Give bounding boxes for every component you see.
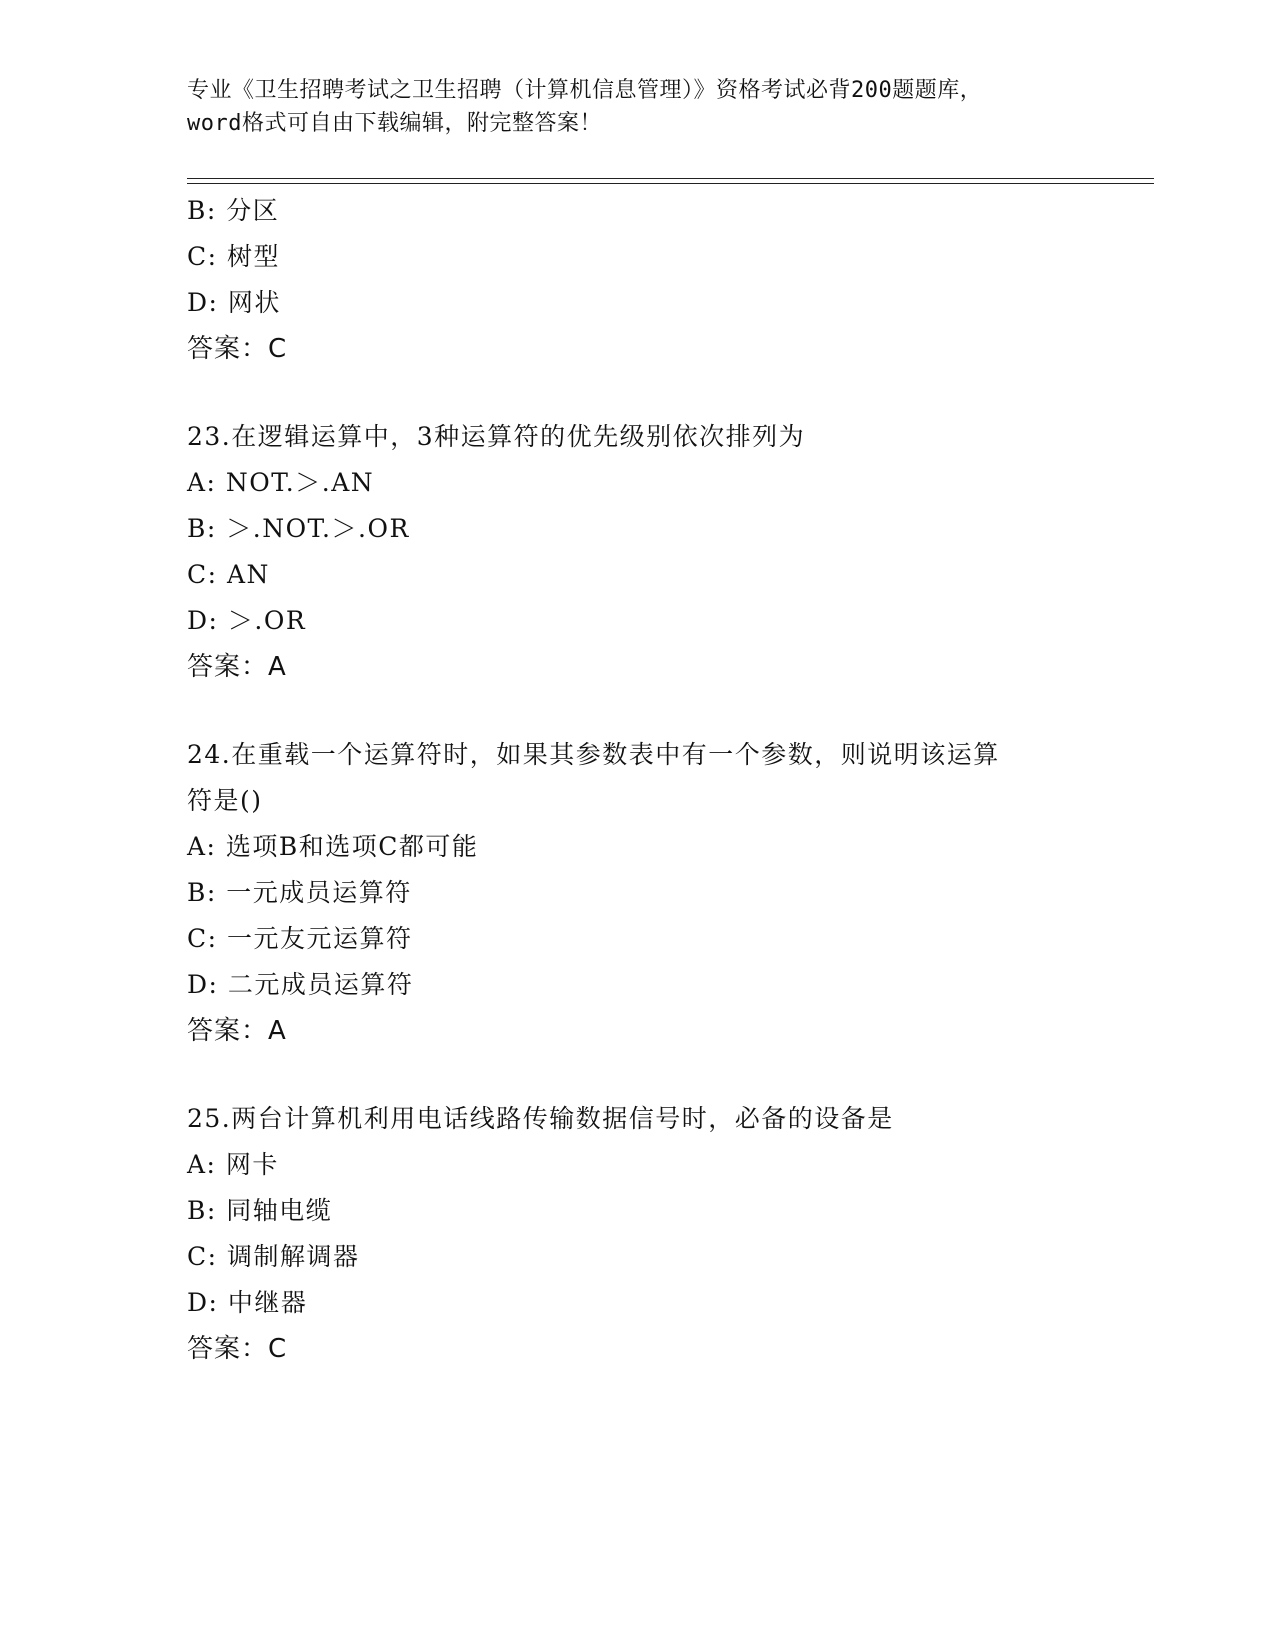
question-stem: 23.在逻辑运算中，3种运算符的优先级别依次排列为 xyxy=(187,422,806,451)
question-list xyxy=(187,188,1087,1372)
option-c: C: 树型 xyxy=(187,242,280,271)
header-divider-top xyxy=(187,178,1154,179)
option-c: C: 一元友元运算符 xyxy=(187,924,413,953)
header-title-line-2: word格式可自由下载编辑，附完整答案！ xyxy=(187,111,602,136)
answer-line: 答案：A xyxy=(187,652,287,682)
question-stem: 25.两台计算机利用电话线路传输数据信号时，必备的设备是 xyxy=(187,1104,894,1133)
header-divider-bottom xyxy=(187,183,1154,184)
answer-line: 答案：C xyxy=(187,334,288,364)
option-d: D: ＞.OR xyxy=(187,606,307,635)
option-b: B: 同轴电缆 xyxy=(187,1196,333,1225)
option-a: A: 选项B和选项C都可能 xyxy=(187,832,479,861)
option-d: D: 中继器 xyxy=(187,1288,308,1317)
document-header xyxy=(187,74,1087,140)
option-b: B: 一元成员运算符 xyxy=(187,878,412,907)
answer-line: 答案：C xyxy=(187,1334,288,1364)
option-d: D: 二元成员运算符 xyxy=(187,970,414,999)
option-a: A: 网卡 xyxy=(187,1150,279,1179)
question-stem-line-1: 24.在重载一个运算符时，如果其参数表中有一个参数，则说明该运算 xyxy=(187,740,1000,769)
question-25 xyxy=(187,1096,1087,1372)
question-spacer xyxy=(187,372,1087,414)
option-a: A: NOT.＞.AN xyxy=(187,468,375,497)
question-spacer xyxy=(187,1054,1087,1096)
question-23 xyxy=(187,414,1087,690)
option-c: C: AN xyxy=(187,560,270,589)
question-stem-line-2: 符是() xyxy=(187,786,263,815)
question-24 xyxy=(187,732,1087,1054)
option-b: B: ＞.NOT.＞.OR xyxy=(187,514,410,543)
header-title-line-1: 专业《卫生招聘考试之卫生招聘（计算机信息管理）》资格考试必背200题题库， xyxy=(187,78,983,103)
option-b: B: 分区 xyxy=(187,196,280,225)
question-spacer xyxy=(187,690,1087,732)
option-c: C: 调制解调器 xyxy=(187,1242,360,1271)
answer-line: 答案：A xyxy=(187,1016,287,1046)
question-22-tail xyxy=(187,188,1087,372)
option-d: D: 网状 xyxy=(187,288,281,317)
